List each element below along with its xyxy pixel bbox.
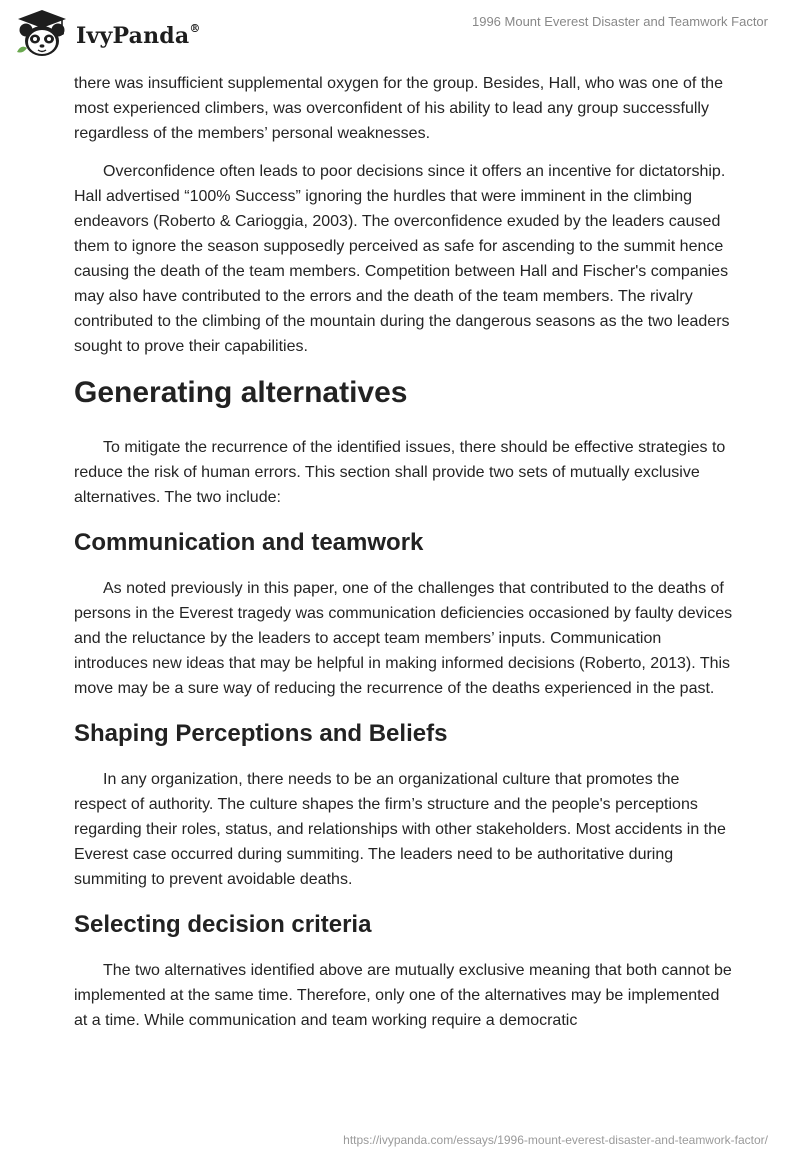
paragraph: The two alternatives identified above are mutually exclusive meaning that both cannot be implemented at the same time. Therefore, only one of the alternatives may be implemented at a time. While communication and team working require a democratic xyxy=(74,962,732,1029)
document-title: 1996 Mount Everest Disaster and Teamwork Factor xyxy=(471,14,768,29)
ivypanda-logo[interactable] xyxy=(14,8,201,60)
section-heading: Generating alternatives xyxy=(74,376,408,409)
logo-text: IvyPanda® xyxy=(76,21,201,49)
panda-graduate-icon xyxy=(14,8,70,60)
paragraph: there was insufficient supplemental oxygen for the group. Besides, Hall, who was one of the most experienced climbers, was overconfident of his ability to lead any group successfully regardless of the members’ personal weaknesses. xyxy=(74,75,723,142)
subsection-heading: Shaping Perceptions and Beliefs xyxy=(74,720,448,747)
paragraph: In any organization, there needs to be an organizational culture that promotes the respect of authority. The culture shapes the firm’s structure and the people's perceptions regarding their roles, status, and relationships with other stakeholders. Most accidents in the Everest case occurred during summiting. The leaders need to be authoritative during summiting to prevent avoidable deaths. xyxy=(74,771,726,888)
paragraph: To mitigate the recurrence of the identified issues, there should be effective strategies to reduce the risk of human errors. This section shall provide two sets of mutually exclusive alternatives. The two include: xyxy=(74,439,726,506)
paragraph: Overconfidence often leads to poor decisions since it offers an incentive for dictatorship. Hall advertised “100% Success” ignoring the hurdles that were imminent in the climbing endeavors (Roberto & Carioggia, 2003). The overconfidence exuded by the leaders caused them to ignore the season supposedly perceived as safe for ascending to the summit hence causing the death of the team members. Competition between Hall and Fischer's companies may also have contributed to the errors and the death of the team members. The rivalry contributed to the climbing of the mountain during the dangerous seasons as the two leaders sought to prove their capabilities. xyxy=(74,163,730,355)
page-header xyxy=(0,0,800,70)
paragraph: As noted previously in this paper, one of the challenges that contributed to the deaths of persons in the Everest tragedy was communication deficiencies occasioned by faulty devices and the reluctance by the leaders to accept team members’ inputs. Communication introduces new ideas that may be helpful in making informed decisions (Roberto, 2013). This move may be a sure way of reducing the recurrence of the deaths experienced in the past. xyxy=(74,580,733,697)
subsection-heading: Communication and teamwork xyxy=(74,529,424,556)
source-url[interactable]: https://ivypanda.com/essays/1996-mount-everest-disaster-and-teamwork-factor/ xyxy=(343,1133,768,1147)
subsection-heading: Selecting decision criteria xyxy=(74,911,372,938)
essay-body xyxy=(74,71,734,1046)
